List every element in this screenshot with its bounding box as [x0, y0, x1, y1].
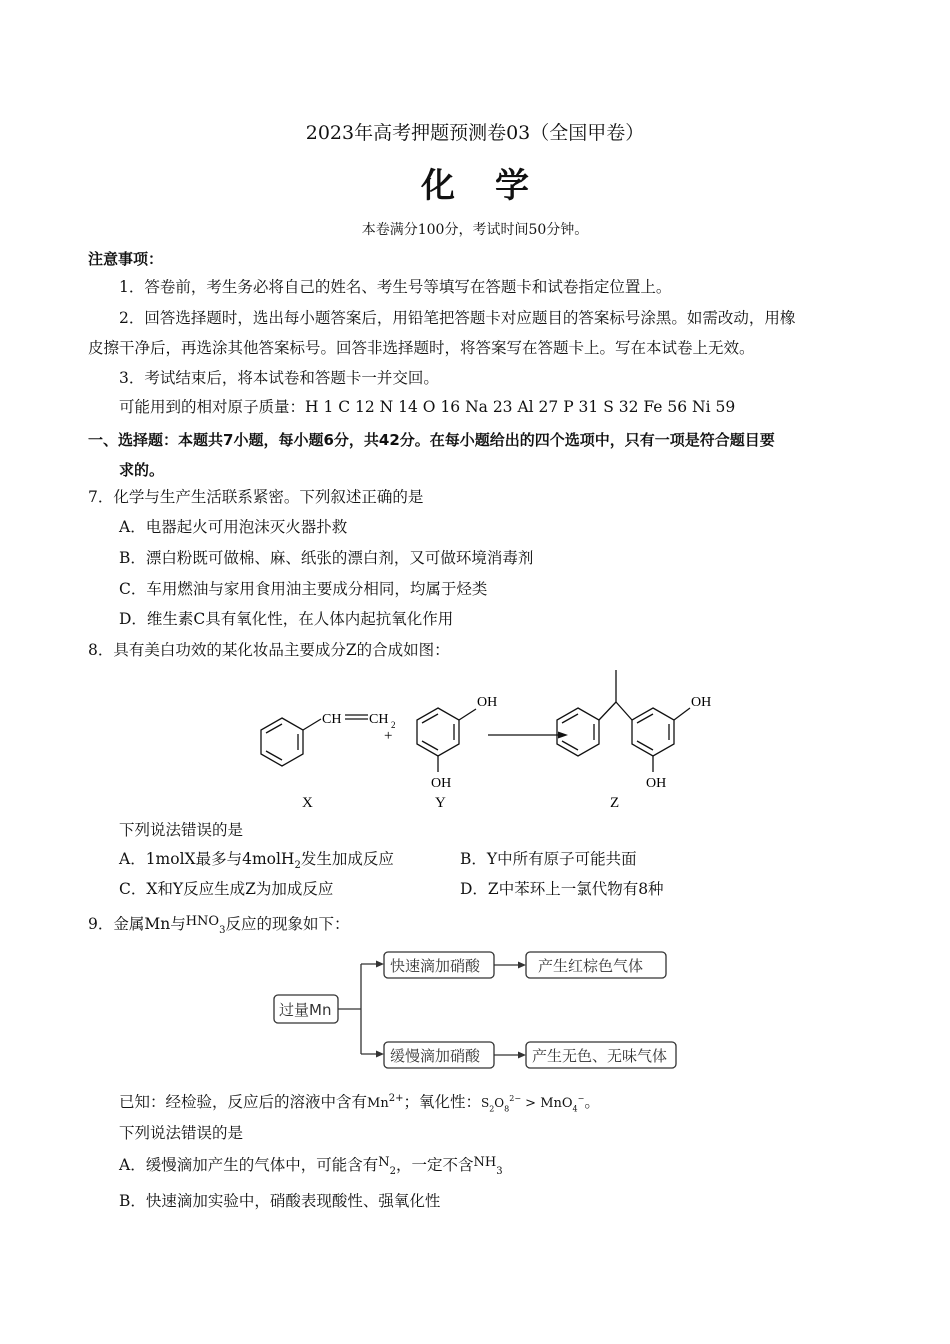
notice-item-2-line-1: 2．回答选择题时，选出每小题答案后，用铅笔把答题卡对应题目的答案标号涂黑。如需改动，用橡: [119, 309, 796, 327]
q9-mno4-sub: 4: [572, 1104, 578, 1114]
q7-option-c: C．车用燃油与家用食用油主要成分相同，均属于烃类: [119, 580, 488, 598]
x-ch2: CH: [369, 712, 389, 727]
q9-mn: Mn: [367, 1096, 389, 1112]
q9-prompt: 下列说法错误的是: [119, 1124, 244, 1142]
reaction-arrow: [488, 732, 568, 739]
q9-known-mid: ；氧化性：: [403, 1093, 481, 1112]
q9-mn-charge: 2+: [388, 1093, 404, 1104]
flow-fast-result: 产生红棕色气体: [538, 957, 644, 975]
q9-hno3: HNO: [185, 914, 220, 929]
q8-prompt: 下列说法错误的是: [119, 821, 244, 839]
q7-option-d: D．维生素C具有氧化性，在人体内起抗氧化作用: [119, 610, 454, 628]
q8-option-c: C．X和Y反应生成Z为加成反应: [119, 880, 334, 898]
exam-title: 2023年高考押题预测卷03（全国甲卷）: [305, 122, 645, 144]
q9-option-a: [119, 1155, 503, 1182]
q9-stem: [88, 914, 349, 941]
y-oh-top: OH: [477, 695, 498, 710]
q9-stem-tail: 反应的现象如下：: [225, 915, 350, 933]
label-z: Z: [610, 795, 620, 811]
notice-item-3: 3．考试结束后，将本试卷和答题卡一并交回。: [119, 369, 439, 387]
q7-option-b: B．漂白粉既可做棉、麻、纸张的漂白剂，又可做环境消毒剂: [119, 549, 534, 567]
q8-option-d: D．Z中苯环上一氯代物有8种: [460, 880, 664, 898]
q9-n2: N: [378, 1155, 390, 1170]
plus-sign: +: [384, 728, 393, 744]
q9-o: O: [494, 1096, 505, 1111]
q9-known-text: 已知：经检验，反应后的溶液中含有: [119, 1093, 368, 1112]
flow-slow-label: 缓慢滴加硝酸: [390, 1047, 481, 1065]
q9-option-a-text: A．缓慢滴加产生的气体中，可能含有: [119, 1156, 379, 1174]
q9-s: S: [480, 1096, 490, 1111]
section-1-heading-line-1: 一、选择题：本题共7小题，每小题6分，共42分。在每小题给出的四个选项中，只有一项是符合题目要: [88, 431, 775, 449]
flow-slow-result: 产生无色、无味气体: [532, 1047, 668, 1065]
q9-nh3: NH: [473, 1155, 497, 1170]
q9-mno4-charge: −: [577, 1094, 585, 1103]
notice-item-1: 1．答卷前，考生务必将自己的姓名、考生号等填写在答题卡和试卷指定位置上。: [119, 278, 672, 296]
notice-item-2-line-2: 皮擦干净后，再选涂其他答案标号。回答非选择题时，将答案写在答题卡上。写在本试卷上无效。: [88, 339, 755, 357]
notice-heading: 注意事项：: [88, 250, 164, 268]
q9-n2-sub: 2: [389, 1166, 396, 1178]
molecule-x: [261, 718, 321, 766]
z-oh-bottom: OH: [646, 776, 667, 791]
q9-known: [119, 1089, 600, 1119]
q9-s2o8-charge: 2−: [509, 1094, 522, 1103]
q8-option-a-tail: 发生加成反应: [300, 850, 394, 868]
q9-nh3-sub: 3: [496, 1166, 503, 1178]
label-x: X: [302, 795, 313, 811]
q8-option-a-text: A．1molX最多与4molH: [119, 850, 295, 868]
atomic-masses: 可能用到的相对原子质量：H 1 C 12 N 14 O 16 Na 23 Al 27 P 31 S 32 Fe 56 Ni 59: [119, 398, 736, 416]
q8-option-a: [119, 849, 394, 876]
q9-option-a-mid: ，一定不含: [395, 1156, 474, 1174]
synthesis-scheme: [220, 662, 730, 812]
q9-mno4: > MnO: [521, 1096, 573, 1112]
subject-title: 化学: [421, 166, 569, 206]
q7-stem: 7．化学与生产生活联系紧密。下列叙述正确的是: [88, 488, 424, 506]
molecule-z: [557, 670, 690, 772]
x-ch: CH: [322, 712, 342, 727]
flow-start-label: 过量Mn: [279, 1001, 332, 1019]
q9-option-b: B．快速滴加实验中，硝酸表现酸性、强氧化性: [119, 1192, 441, 1210]
q9-hno3-subscript: 3: [219, 925, 226, 937]
q8-stem: 8．具有美白功效的某化妆品主要成分Z的合成如图：: [88, 641, 450, 659]
q9-o-sub: 8: [504, 1104, 510, 1114]
y-oh-bottom: OH: [431, 776, 452, 791]
z-oh-top: OH: [691, 695, 712, 710]
molecule-y: [417, 708, 476, 772]
q8-option-b: B．Y中所有原子可能共面: [460, 850, 637, 868]
q8-option-a-subscript: 2: [294, 860, 301, 872]
flow-fast-label: 快速滴加硝酸: [390, 957, 481, 975]
score-time-note: 本卷满分100分，考试时间50分钟。: [361, 222, 589, 238]
label-y: Y: [435, 795, 446, 811]
q9-known-end: 。: [584, 1093, 600, 1112]
q9-stem-text: 9．金属Mn与: [88, 915, 186, 933]
x-ch2-subscript: 2: [391, 720, 396, 730]
q9-s-sub: 2: [489, 1104, 495, 1114]
mn-reaction-flowchart: [270, 944, 690, 1076]
q7-option-a: A．电器起火可用泡沫灭火器扑救: [119, 518, 348, 536]
section-1-heading-line-2: 求的。: [119, 461, 165, 479]
